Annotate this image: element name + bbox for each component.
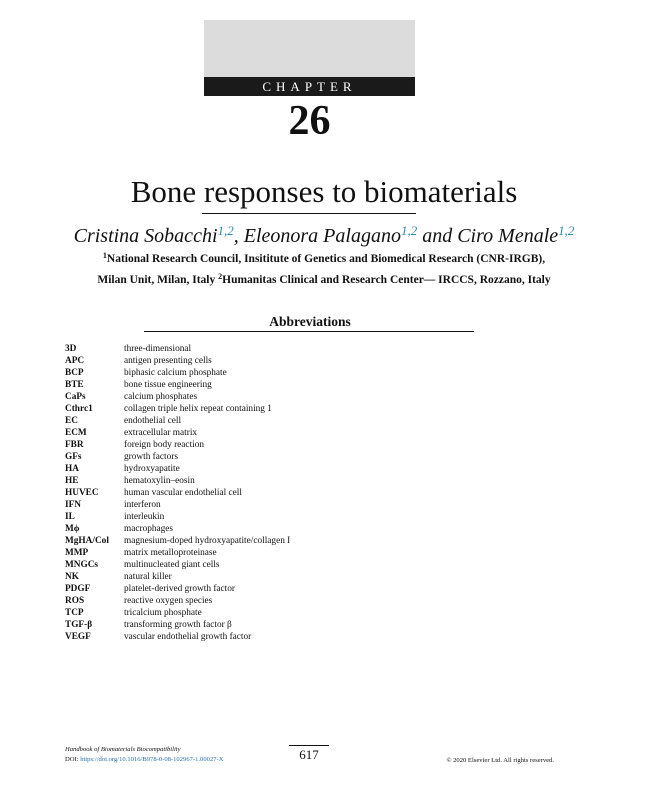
abbreviation-definition: transforming growth factor β: [124, 620, 232, 630]
author-affiliation-marker[interactable]: 1,2: [217, 223, 234, 238]
affiliation-text: National Research Council, Insititute of Genetics and Biomedical Research (CNR-IRGB),: [106, 253, 546, 265]
abbreviation-row: [65, 559, 485, 571]
abbreviation-definition: growth factors: [124, 452, 178, 462]
abbreviation-term: Cthrc1: [65, 404, 93, 414]
abbreviation-row: [65, 523, 485, 535]
abbreviation-definition: macrophages: [124, 524, 174, 534]
abbreviation-definition: human vascular endothelial cell: [124, 488, 242, 498]
abbreviation-definition: bone tissue engineering: [124, 380, 212, 390]
abbreviation-term: IFN: [65, 500, 82, 510]
abbreviation-term: BTE: [65, 380, 84, 390]
abbreviation-definition: interleukin: [124, 512, 165, 522]
abbreviations-heading: Abbreviations: [269, 314, 351, 329]
abbreviation-row: [65, 595, 485, 607]
abbreviation-row: [65, 451, 485, 463]
author-affiliation-marker[interactable]: 1,2: [558, 223, 575, 238]
author-separator: ,: [233, 225, 244, 247]
abbreviation-definition: natural killer: [124, 572, 172, 582]
author-affiliation-marker[interactable]: 1,2: [400, 223, 418, 238]
abbreviation-definition: calcium phosphates: [124, 392, 198, 402]
abbreviation-definition: endothelial cell: [124, 416, 182, 426]
abbreviation-definition: antigen presenting cells: [124, 356, 212, 366]
author-name[interactable]: Eleonora Palagano: [243, 225, 401, 247]
abbreviation-definition: tricalcium phosphate: [124, 608, 202, 618]
abbreviation-term: HUVEC: [65, 488, 99, 498]
book-title: Handbook of Biomaterials Biocompatibility: [65, 746, 181, 753]
abbreviation-row: [65, 511, 485, 523]
author-line: [0, 216, 648, 251]
abbreviation-row: [65, 391, 485, 403]
page-number-divider: [289, 745, 329, 746]
abbreviation-row: [65, 487, 485, 499]
abbreviation-row: [65, 631, 485, 643]
abbreviation-definition: collagen triple helix repeat containing 1: [124, 404, 272, 414]
doi-link[interactable]: https://doi.org/10.1016/B978-0-08-102967-1.00027-X: [80, 756, 224, 763]
abbreviation-row: [65, 499, 485, 511]
abbreviation-definition: biphasic calcium phosphate: [124, 368, 227, 378]
abbreviation-row: [65, 535, 485, 547]
abbreviation-definition: extracellular matrix: [124, 428, 198, 438]
affiliation-line-2: [0, 268, 648, 289]
abbreviation-term: BCP: [65, 368, 84, 378]
affiliation-line-1: [0, 247, 648, 268]
abbreviation-definition: platelet-derived growth factor: [124, 584, 235, 594]
abbreviation-term: HE: [65, 476, 79, 486]
abbreviation-term: TGF-β: [65, 620, 93, 630]
abbreviation-term: TCP: [65, 608, 84, 618]
abbreviation-term: VEGF: [65, 632, 91, 642]
abbreviation-definition: foreign body reaction: [124, 440, 205, 450]
abbreviation-definition: magnesium-doped hydroxyapatite/collagen I: [124, 536, 291, 546]
affiliation-text: Humanitas Clinical and Research Center— IRCCS, Rozzano, Italy: [222, 274, 551, 286]
chapter-number: 26: [288, 98, 331, 144]
abbreviation-term: MgHA/Col: [65, 536, 109, 546]
abbreviation-term: CaPs: [65, 392, 86, 402]
abbreviation-term: ROS: [65, 596, 85, 606]
abbreviation-term: Mϕ: [65, 524, 80, 534]
affiliation-text: Milan Unit, Milan, Italy: [97, 274, 219, 286]
abbreviation-term: HA: [65, 464, 79, 474]
affiliations: [0, 247, 648, 289]
abbreviations-divider: [144, 331, 474, 332]
abbreviation-row: [65, 367, 485, 379]
abbreviation-term: PDGF: [65, 584, 91, 594]
abbreviation-row: [65, 427, 485, 439]
abbreviation-term: MMP: [65, 548, 89, 558]
abbreviation-definition: hematoxylin–eosin: [124, 476, 195, 486]
abbreviation-term: GFs: [65, 452, 82, 462]
affiliation-marker: 2: [218, 272, 223, 281]
abbreviations-list: [65, 343, 485, 643]
abbreviation-definition: matrix metalloproteinase: [124, 548, 217, 558]
abbreviation-definition: interferon: [124, 500, 161, 510]
abbreviation-row: [65, 439, 485, 451]
abbreviation-term: 3D: [65, 344, 77, 354]
abbreviation-definition: vascular endothelial growth factor: [124, 632, 252, 642]
affiliation-marker: 1: [102, 251, 107, 260]
doi-line: [65, 755, 224, 765]
author-name[interactable]: Ciro Menale: [457, 225, 559, 247]
abbreviation-row: [65, 619, 485, 631]
abbreviation-term: MNGCs: [65, 560, 99, 570]
title-divider: [202, 213, 416, 214]
abbreviation-definition: three-dimensional: [124, 344, 192, 354]
abbreviation-term: IL: [65, 512, 75, 522]
abbreviation-term: ECM: [65, 428, 87, 438]
chapter-title: Bone responses to biomaterials: [130, 174, 518, 209]
abbreviation-term: EC: [65, 416, 78, 426]
abbreviation-row: [65, 379, 485, 391]
author-name[interactable]: Cristina Sobacchi: [73, 225, 218, 247]
page-number: 617: [299, 747, 319, 762]
abbreviation-row: [65, 607, 485, 619]
chapter-header-block: [204, 20, 415, 96]
chapter-label: CHAPTER: [204, 77, 415, 96]
abbreviation-row: [65, 403, 485, 415]
copyright-notice: © 2020 Elsevier Ltd. All rights reserved.: [446, 757, 554, 764]
author-separator: and: [417, 225, 458, 247]
abbreviation-row: [65, 415, 485, 427]
abbreviation-row: [65, 463, 485, 475]
abbreviation-definition: multinucleated giant cells: [124, 560, 220, 570]
abbreviation-row: [65, 355, 485, 367]
abbreviation-definition: hydroxyapatite: [124, 464, 180, 474]
footer-citation: [65, 745, 224, 765]
abbreviation-row: [65, 571, 485, 583]
abbreviation-row: [65, 475, 485, 487]
doi-label: DOI:: [65, 756, 81, 763]
abbreviation-row: [65, 583, 485, 595]
abbreviation-term: FBR: [65, 440, 84, 450]
abbreviation-term: NK: [65, 572, 79, 582]
abbreviation-row: [65, 547, 485, 559]
abbreviation-row: [65, 343, 485, 355]
abbreviation-term: APC: [65, 356, 85, 366]
abbreviation-definition: reactive oxygen species: [124, 596, 213, 606]
